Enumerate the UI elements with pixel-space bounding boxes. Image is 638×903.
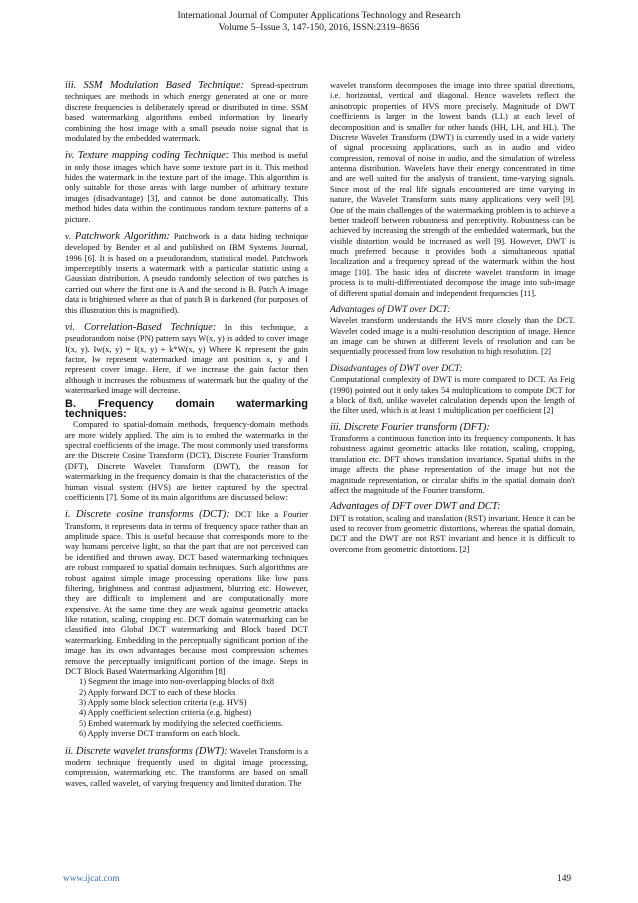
dct-text: DCT like a Fourier Transform, it represents data in terms of frequency space rather than an amplitude space. This is useful because that corresponds more to the way humans perceive light, so that the part that are not perceived can be identified and thrown away. DCT based watermarking techniques are robust compared to spatial domain techniques. Such algorithms are robust against simple image processing operations like low pass filtering, brightness and contrast adjustment, blurring etc. However, they are difficult to implement and are computationally more expensive. At the same time they are weak against geometric attacks like rotation, scaling, cropping etc. DCT domain watermarking can be classified into Global DCT watermarking and Block based DCT watermarking. Embedding in the perceptually significant portion of the image has its own advantages because most compression schemes remove the perceptually insignificant portion of the image. Steps in DCT Block Based Watermarking Algorithm [8] (65, 509, 308, 676)
list-item: 3) Apply some block selection criteria (e.g. HVS) (79, 697, 247, 707)
adv-dwt-over-dct-text: Wavelet transform understands the HVS more closely than the DCT. Wavelet coded image is a multi-resolution description of image. Hence an image can be shown at different levels of resolution and can be sequentially processed from low resolution to high resolution. [2] (330, 315, 575, 357)
ssm-paragraph (65, 80, 308, 143)
adv-dft-heading: Advantages of DFT over DWT and DCT: (330, 501, 501, 513)
patchwork-heading: Patchwork Algorithm: (74, 230, 170, 242)
dft-text: Transforms a continuous function into its frequency components. It has robustness against geometric attacks like rotation, scaling, cropping, translation etc. DFT shows translation invariance. Spatial shifts in the image affects the phase representation of the image but not the magnitude representation, or circular shifts in the spatial domain don't affect the magnitude of the Fourier transform. (330, 433, 575, 495)
dct-heading: i. Discrete cosine transforms (DCT): (65, 509, 230, 521)
list-item: 6) Apply inverse DCT transform on each block. (79, 728, 241, 739)
texture-heading: iv. Texture mapping coding Technique: (65, 150, 230, 162)
dwt-text: Wavelet Transform is a modern technique frequently used in digital image processing, compression, watermarking etc. The transforms are based on small waves, called wavelet, of varying frequency and limited duration. The (65, 745, 308, 788)
disadv-dwt-over-dct-text: Computational complexity of DWT is more compared to DCT. As Feig (1990) pointed out it only takes 54 multiplications to compute DCT for a block of 8x8, unlike wavelet calculation depends upon the length of the filter used, which is at least 1 multiplication per coefficient [2] (330, 374, 575, 416)
left-column (65, 80, 308, 788)
ssm-text: Spread-spectrum techniques are methods in which energy generated at one or more discrete frequencies is deliberately spread or distributed in time. SSM based watermarking algorithms embed information by linearly combining the host image with a small pseudo noise signal that is modulated by the embedded watermark. (65, 80, 308, 143)
list-item: 4) Apply coefficient selection criteria (e.g. highest) (79, 707, 252, 718)
dct-paragraph (65, 509, 308, 676)
list-item: 2) Apply forward DCT to each of these blocks (79, 686, 236, 697)
list-item: 1) Segment the image into non-overlapping blocks of 8x8 (79, 676, 274, 687)
adv-dft-text: DFT is rotation, scaling and translation (RST) invariant. Hence it can be used to recover from geometric distortions, whereas the spatial domain, DCT and the DWT are not RST invariant and hence it is difficult to overcome from geometric distortions. [2] (330, 512, 575, 554)
footer-link[interactable]: www.ijcat.com (63, 874, 120, 884)
texture-paragraph (65, 150, 308, 224)
disadv-dwt-over-dct-heading: Disadvantages of DWT over DCT: (330, 362, 463, 374)
page-number: 149 (557, 874, 572, 884)
journal-volume: Volume 5–Issue 3, 147-150, 2016, ISSN:2319–8656 (218, 21, 420, 33)
dct-steps-list (65, 676, 308, 738)
correlation-text: In this technique, a pseudorandom noise (PN) pattern says W(x, y) is added to cover image I(x, y). Iw(x, y) = I(x, y) + k*W(x, y) Where K represent the gain factor, Iw represent watermarked image ant position x, y and I represent cover image. Here, if we increase the gain factor then although it increases the robustness of watermark but the quality of the watermarked image will decrease. (65, 321, 308, 396)
dwt-paragraph (65, 746, 308, 789)
ssm-heading: iii. SSM Modulation Based Technique: (65, 80, 245, 91)
journal-header (60, 10, 578, 33)
patchwork-text: Patchwork is a data hiding technique developed by Bender et al and published on IBM Systems Journal, 1996 [6]. It is based on a pseudorandom, statistical model. Patchwork imperceptibly inserts a watermark with a particular statistic using a Gaussian distribution. A pseudo randomly selection of two patches is carried out where the first one is A and the second is B. Patch A image data is brightened where as that of patch B is darkened (for purposes of this illustration this is magnified). (65, 230, 309, 315)
frequency-intro: Compared to spatial-domain methods, frequency-domain methods are more widely applied. The aim is to embed the watermarks in the spectral coefficients of the image. The most commonly used transforms are the Discrete Cosine Transform (DCT), Discrete Fourier Transform (DFT), Discrete Wavelet Transform (DWT), the reason for watermarking in the frequency domain is that the characteristics of the human visual system (HVS) are better captured by the spectral coefficients [7]. Some of its main algorithms are discussed below: (65, 419, 308, 502)
patchwork-paragraph (65, 231, 308, 315)
correlation-heading: vi. Correlation-Based Technique: (65, 321, 217, 333)
list-item: 5) Embed watermark by modifying the selected coefficients. (79, 717, 284, 728)
texture-text: This method is useful in only those images which have some texture part in it. This method hides the watermark in the texture part of the image. This algorithm is only suitable for those areas with large number of arbitrary texture images (disadvantage) [3], and cannot be done automatically. This method hides data within the continuous random texture patterns of a picture. (65, 150, 308, 224)
dft-heading: iii. Discrete Fourier transform (DFT): (330, 421, 490, 433)
journal-title: International Journal of Computer Applications Technology and Research (177, 10, 461, 21)
frequency-section-heading: B. Frequency domain watermarking techniques: (65, 397, 308, 420)
patchwork-prefix: v. (65, 230, 71, 241)
dwt-continued: wavelet transform decomposes the image into three spatial directions, i.e. horizontal, vertical and diagonal. Hence wavelets reflect the anisotropic properties of HVS more precisely. Magnitude of DWT coefficients is larger in the lowest bands (LL) at each level of decomposition and is smaller for other bands (HH, LH, and HL). The Discrete Wavelet Transform (DWT) is currently used in a wide variety of signal processing applications, such as in audio and video compression, removal of noise in audio, and the simulation of wireless antenna distribution. Wavelets have their energy concentrated in time and are well suited for the analysis of transient, time-varying signals. Since most of the real life signals encountered are time varying in nature, the Wavelet Transform suits many applications very well [9]. One of the main challenges of the watermarking problem is to achieve a better tradeoff between robustness and perceptivity. Robustness can be achieved by increasing the strength of the embedded watermark, but the visible distortion would be increased as well [9]. However, DWT is much preferred because it provides both a simultaneous spatial localization and a frequency spread of the watermark within the host image [10]. The basic idea of discrete wavelet transform in image process is to multi-differentiated decompose the image into sub-image of different spatial domain and independent frequencies [11]. (330, 80, 575, 298)
adv-dwt-over-dct-heading: Advantages of DWT over DCT: (330, 303, 451, 315)
right-column (330, 80, 575, 554)
dwt-heading: ii. Discrete wavelet transforms (DWT): (65, 745, 228, 757)
correlation-paragraph (65, 322, 308, 396)
